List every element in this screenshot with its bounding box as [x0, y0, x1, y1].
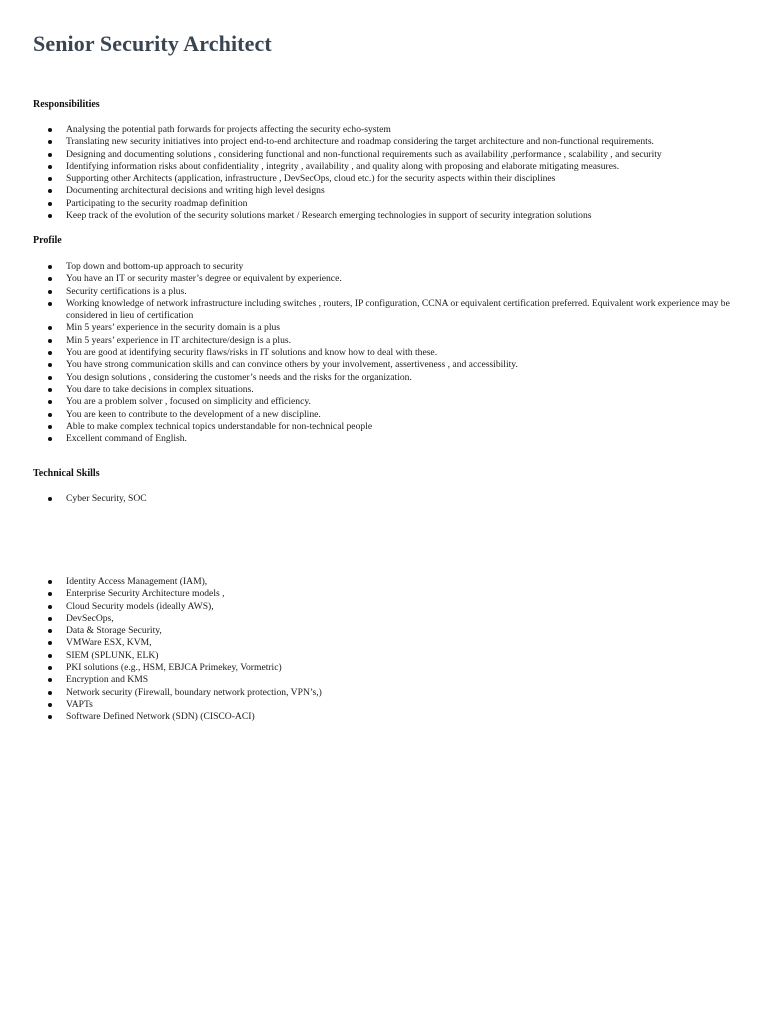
bullet-icon: [48, 140, 52, 144]
list-item: [33, 322, 733, 334]
bullet-icon: [48, 177, 52, 181]
bullet-icon: [48, 592, 52, 596]
list-item-text: Translating new security initiatives into project end-to-end architecture and roadmap considering the target architecture and non-functional requirements.: [66, 136, 654, 148]
bullet-icon: [48, 703, 52, 707]
list-item-text: Excellent command of English.: [66, 433, 187, 445]
list-item: [33, 576, 733, 588]
list-item-text: Software Defined Network (SDN) (CISCO-ACI): [66, 711, 255, 723]
profile-heading: Profile: [33, 235, 62, 246]
list-item: [33, 359, 733, 371]
list-item-text: Min 5 years’ experience in the security domain is a plus: [66, 322, 281, 334]
page-title: Senior Security Architect: [33, 31, 272, 56]
list-item: [33, 650, 733, 662]
list-item-text: Top down and bottom-up approach to security: [66, 261, 244, 272]
list-item: [33, 173, 733, 185]
list-item: [33, 493, 733, 505]
bullet-icon: [48, 580, 52, 584]
bullet-icon: [48, 654, 52, 658]
bullet-icon: [48, 277, 52, 281]
bullet-icon: [48, 339, 52, 343]
list-item: [33, 662, 733, 674]
bullet-icon: [48, 497, 52, 501]
bullet-icon: [48, 629, 52, 633]
bullet-icon: [48, 400, 52, 404]
list-item-text: Keep track of the evolution of the security solutions market / Research emerging technologies in support of security integration solutions: [66, 210, 592, 222]
list-item-text: Analysing the potential path forwards for projects affecting the security echo-system: [66, 124, 391, 135]
list-item: [33, 613, 733, 625]
list-item: [33, 261, 733, 273]
list-item: [33, 588, 733, 600]
list-item-text: SIEM (SPLUNK, ELK): [66, 649, 159, 661]
list-item-text: Security certifications is a plus.: [66, 285, 187, 297]
list-item: [33, 421, 733, 433]
bullet-icon: [48, 666, 52, 670]
bullet-icon: [48, 376, 52, 380]
technical-skills-list-secondary: [33, 576, 733, 724]
bullet-icon: [48, 326, 52, 330]
list-item: [33, 136, 733, 148]
list-item-text: Able to make complex technical topics understandable for non-technical people: [66, 420, 373, 432]
list-item: [33, 711, 733, 723]
list-item: [33, 372, 733, 384]
bullet-icon: [48, 413, 52, 417]
list-item-text: Designing and documenting solutions , considering functional and non-functional requirements such as availability ,performance , scalability , and security: [66, 148, 662, 160]
list-item-text: Working knowledge of network infrastructure including switches , routers, IP configuration, CCNA or equivalent certification preferred. Equivalent work experience may be considered in lieu of certification: [66, 297, 730, 322]
list-item-text: Identifying information risks about confidentiality , integrity , availability , and quality along with proposing and elaborate mitigating measures.: [66, 160, 620, 172]
list-item-text: Supporting other Architects (application, infrastructure , DevSecOps, cloud etc.) for the security aspects within their disciplines: [66, 173, 556, 185]
list-item-text: VMWare ESX, KVM,: [66, 637, 152, 649]
list-item-text: Cyber Security, SOC: [66, 493, 147, 504]
bullet-icon: [48, 605, 52, 609]
profile-list: [33, 261, 733, 445]
list-item-text: Documenting architectural decisions and writing high level designs: [66, 185, 325, 197]
list-item: [33, 674, 733, 686]
list-item: [33, 198, 733, 210]
list-item-text: You have strong communication skills and can convince others by your involvement, assertiveness , and accessibility.: [66, 359, 518, 371]
list-item: [33, 124, 733, 136]
list-item: [33, 149, 733, 161]
list-item: [33, 601, 733, 613]
bullet-icon: [48, 617, 52, 621]
list-item-text: Min 5 years’ experience in IT architecture/design is a plus.: [66, 334, 292, 346]
bullet-icon: [48, 165, 52, 169]
list-item-text: You are keen to contribute to the development of a new discipline.: [66, 408, 321, 420]
list-item: [33, 637, 733, 649]
list-item: [33, 433, 733, 445]
bullet-icon: [48, 363, 52, 367]
bullet-icon: [48, 437, 52, 441]
list-item: [33, 687, 733, 699]
list-item-text: VAPTs: [66, 698, 93, 710]
bullet-icon: [48, 641, 52, 645]
list-item: [33, 396, 733, 408]
bullet-icon: [48, 715, 52, 719]
list-item-text: Cloud Security models (ideally AWS),: [66, 600, 214, 612]
bullet-icon: [48, 202, 52, 206]
list-item: [33, 286, 733, 298]
list-item: [33, 335, 733, 347]
bullet-icon: [48, 425, 52, 429]
list-item-text: PKI solutions (e.g., HSM, EBJCA Primekey, Vormetric): [66, 662, 282, 674]
bullet-icon: [48, 189, 52, 193]
list-item: [33, 298, 733, 323]
list-item: [33, 185, 733, 197]
list-item: [33, 161, 733, 173]
list-item-text: Data & Storage Security,: [66, 625, 162, 637]
technical-skills-list-primary: [33, 493, 733, 505]
bullet-icon: [48, 265, 52, 269]
list-item-text: Participating to the security roadmap definition: [66, 197, 248, 209]
list-item: [33, 384, 733, 396]
bullet-icon: [48, 128, 52, 132]
bullet-icon: [48, 214, 52, 218]
list-item: [33, 210, 733, 222]
list-item-text: DevSecOps,: [66, 612, 114, 624]
bullet-icon: [48, 290, 52, 294]
bullet-icon: [48, 678, 52, 682]
list-item-text: You are good at identifying security flaws/risks in IT solutions and know how to deal with these.: [66, 347, 438, 359]
responsibilities-heading: Responsibilities: [33, 99, 100, 110]
list-item: [33, 699, 733, 711]
bullet-icon: [48, 691, 52, 695]
bullet-icon: [48, 302, 52, 306]
responsibilities-list: [33, 124, 733, 222]
list-item: [33, 625, 733, 637]
list-item: [33, 409, 733, 421]
bullet-icon: [48, 153, 52, 157]
bullet-icon: [48, 388, 52, 392]
list-item-text: Enterprise Security Architecture models ,: [66, 588, 225, 600]
list-item: [33, 273, 733, 285]
list-item-text: Identity Access Management (IAM),: [66, 576, 208, 587]
list-item-text: You are a problem solver , focused on simplicity and efficiency.: [66, 396, 311, 408]
list-item-text: You dare to take decisions in complex situations.: [66, 383, 254, 395]
technical-skills-heading: Technical Skills: [33, 468, 100, 479]
list-item-text: Network security (Firewall, boundary network protection, VPN’s,): [66, 686, 322, 698]
list-item-text: You design solutions , considering the customer’s needs and the risks for the organization.: [66, 371, 412, 383]
bullet-icon: [48, 351, 52, 355]
list-item-text: You have an IT or security master’s degree or equivalent by experience.: [66, 273, 342, 285]
list-item: [33, 347, 733, 359]
list-item-text: Encryption and KMS: [66, 674, 149, 686]
